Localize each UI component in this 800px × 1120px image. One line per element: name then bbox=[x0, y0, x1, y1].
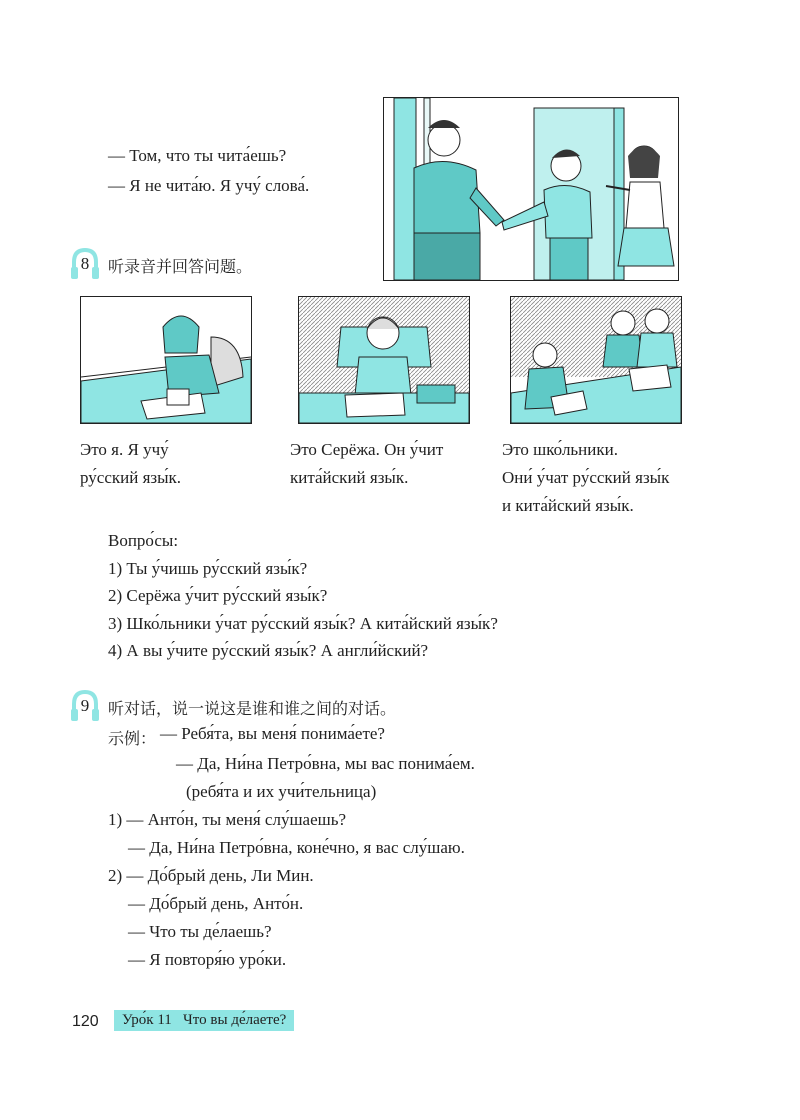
question-item: 1) Ты у́чишь ру́сский язы́к? bbox=[108, 559, 308, 578]
example-line: (ребя́та и их учи́тельница) bbox=[186, 782, 377, 801]
lesson-title: Что вы де́лаете? bbox=[183, 1012, 287, 1028]
boy-studying-illustration bbox=[298, 296, 470, 424]
question-item: 4) А вы у́чите ру́сский язы́к? А англи́йский? bbox=[108, 641, 429, 660]
exercise-instruction: 听录音并回答问题。 bbox=[108, 257, 253, 276]
question-item: 2) Серёжа у́чит ру́сский язы́к? bbox=[108, 586, 328, 605]
caption-line: ру́сский язы́к. bbox=[80, 468, 182, 487]
caption-line: Это Серёжа. Он у́чит bbox=[290, 440, 444, 459]
caption-line: и кита́йский язы́к. bbox=[502, 496, 634, 515]
dialogue-line: — Я повторя́ю уро́ки. bbox=[128, 950, 287, 969]
students-studying-illustration bbox=[510, 296, 682, 424]
students-drawing bbox=[511, 297, 681, 423]
handshake-drawing bbox=[384, 98, 678, 280]
example-line: — Ребя́та, вы меня́ понима́ете? bbox=[160, 724, 385, 743]
dialogue-line: — До́брый день, Анто́н. bbox=[128, 894, 304, 913]
caption-line: Это я. Я учу́ bbox=[80, 440, 169, 459]
exercise-instruction: 听对话，说一说这是谁和谁之间的对话。 bbox=[108, 699, 397, 718]
exercise-8-badge bbox=[70, 247, 100, 281]
questions-label: Вопро́сы: bbox=[108, 531, 179, 550]
boy-drawing bbox=[299, 297, 469, 423]
lesson-label bbox=[114, 1010, 294, 1031]
dialogue-line: 1) — Анто́н, ты меня́ слу́шаешь? bbox=[108, 810, 347, 829]
girl-drawing bbox=[81, 297, 251, 423]
lesson-number: Уро́к 11 bbox=[122, 1012, 172, 1028]
exercise-number: 8 bbox=[80, 254, 90, 273]
girl-studying-illustration bbox=[80, 296, 252, 424]
exercise-9-badge bbox=[70, 689, 100, 723]
dialogue-line: 2) — До́брый день, Ли Мин. bbox=[108, 866, 314, 885]
example-line: — Да, Ни́на Петро́вна, мы вас понима́ем. bbox=[176, 754, 475, 773]
page-number: 120 bbox=[72, 1013, 99, 1030]
dialogue-line: — Я не чита́ю. Я учу́ слова́. bbox=[108, 176, 310, 195]
dialogue-line: — Том, что ты чита́ешь? bbox=[108, 146, 287, 165]
handshake-illustration bbox=[383, 97, 679, 281]
exercise-number: 9 bbox=[80, 696, 90, 715]
question-item: 3) Шко́льники у́чат ру́сский язы́к? А кита́йский язы́к? bbox=[108, 614, 498, 633]
caption-line: Это шко́льники. bbox=[502, 440, 618, 459]
dialogue-line: — Что ты де́лаешь? bbox=[128, 922, 272, 941]
caption-line: Они́ у́чат ру́сский язы́к bbox=[502, 468, 670, 487]
dialogue-line: — Да, Ни́на Петро́вна, коне́чно, я вас слу́шаю. bbox=[128, 838, 465, 857]
example-label: 示例： bbox=[108, 729, 157, 748]
caption-line: кита́йский язы́к. bbox=[290, 468, 409, 487]
